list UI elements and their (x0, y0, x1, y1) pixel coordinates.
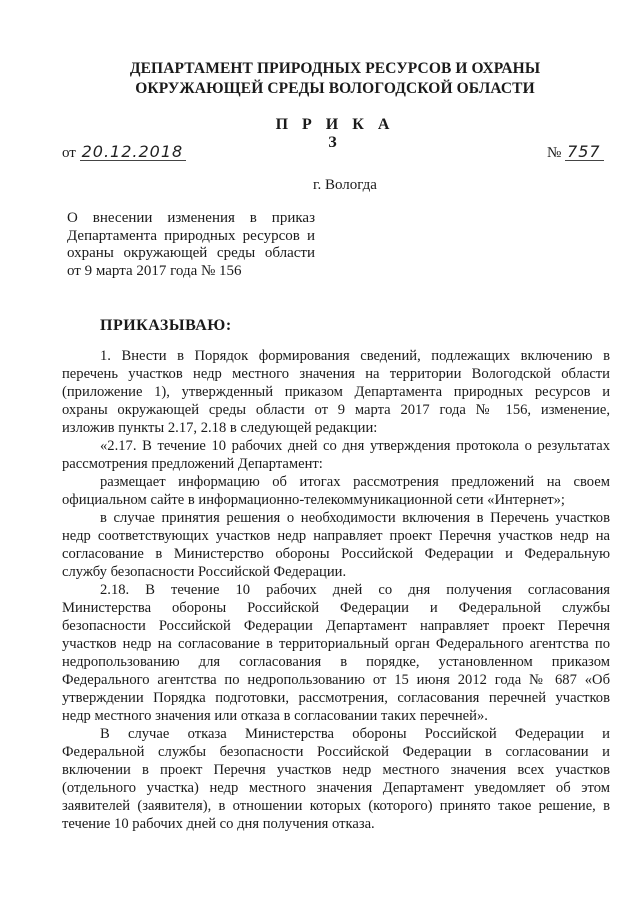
order-directive: ПРИКАЗЫВАЮ: (100, 317, 232, 334)
date-field (62, 144, 186, 162)
body-line: охраны окружающей среды области от 9 марта 2017 года № 156, изменение, (62, 402, 610, 418)
body-line: недр соответствующих участков недр направляет проект Перечня участков недр на (62, 528, 610, 544)
body-line: (отдельного участка) недр местного значения Департамент уведомляет об этом (62, 780, 610, 796)
organization-name-line-1: ДЕПАРТАМЕНТ ПРИРОДНЫХ РЕСУРСОВ И ОХРАНЫ (129, 60, 541, 77)
subject-line: охраны окружающей среды области (67, 245, 315, 261)
body-line: утверждении Порядка подготовки, рассмотрения, согласования перечней участков (62, 690, 610, 706)
city-line: г. Вологда (313, 177, 377, 193)
body-line: в случае принятия решения о необходимости включения в Перечень участков (100, 510, 610, 526)
body-line: Федеральной службы безопасности Российской Федерации в согласовании и (62, 744, 610, 760)
organization-name-line-2: ОКРУЖАЮЩЕЙ СРЕДЫ ВОЛОГОДСКОЙ ОБЛАСТИ (135, 80, 535, 97)
body-line: недр местного значения или отказа в согласовании таких перечней». (62, 708, 488, 724)
body-line: 1. Внести в Порядок формирования сведений, подлежащих включению в (100, 348, 610, 364)
handwritten-number: 757 (565, 144, 604, 161)
number-field (547, 144, 604, 162)
handwritten-date: 20.12.2018 (80, 144, 187, 161)
body-line: 2.18. В течение 10 рабочих дней со дня получения согласования (100, 582, 610, 598)
body-line: официальном сайте в информационно-телекоммуникационной сети «Интернет»; (62, 492, 565, 508)
subject-line: О внесении изменения в приказ (67, 210, 315, 226)
body-line: рассмотрения предложений Департамент: (62, 456, 323, 472)
body-line: изложив пункты 2.17, 2.18 в следующей редакции: (62, 420, 378, 436)
body-line: включении в проект Перечня участков недр местного значения всех участков (62, 762, 610, 778)
body-line: Министерства обороны Российской Федерации и Федеральной службы (62, 600, 610, 616)
subject-block (67, 210, 315, 280)
body-line: Федерального агентства по недропользованию от 15 июня 2012 года № 687 «Об (62, 672, 610, 688)
body-line: недропользованию для согласования в порядке, установленном приказом (62, 654, 610, 670)
number-prefix: № (547, 145, 562, 161)
body-line: В случае отказа Министерства обороны Российской Федерации и (100, 726, 610, 742)
body-line: заявителей (заявителя), в отношении которых (которого) принято такое решение, в (62, 798, 610, 814)
body-line: перечень участков недр местного значения на территории Вологодской области (62, 366, 610, 382)
body-line: (приложение 1), утвержденный приказом Департамента природных ресурсов и (62, 384, 610, 400)
body-line: службу безопасности Российской Федерации. (62, 564, 347, 580)
body-line: участков недр на согласование в территориальный орган Федерального агентства по (62, 636, 610, 652)
body-line: согласование в Министерство обороны Российской Федерации и Федеральную (62, 546, 610, 562)
body-line: безопасности Российской Федерации Департамент направляет проект Перечня (62, 618, 610, 634)
document-type-title: П Р И К А З (275, 116, 395, 151)
body-line: размещает информацию об итогах рассмотрения предложений на своем (100, 474, 610, 490)
body-line: «2.17. В течение 10 рабочих дней со дня утверждения протокола о результатах (100, 438, 610, 454)
subject-line: Департамента природных ресурсов и (67, 227, 315, 244)
subject-line: от 9 марта 2017 года № 156 (67, 262, 242, 279)
date-prefix: от (62, 145, 76, 161)
body-line: течение 10 рабочих дней со дня получения отказа. (62, 816, 375, 832)
